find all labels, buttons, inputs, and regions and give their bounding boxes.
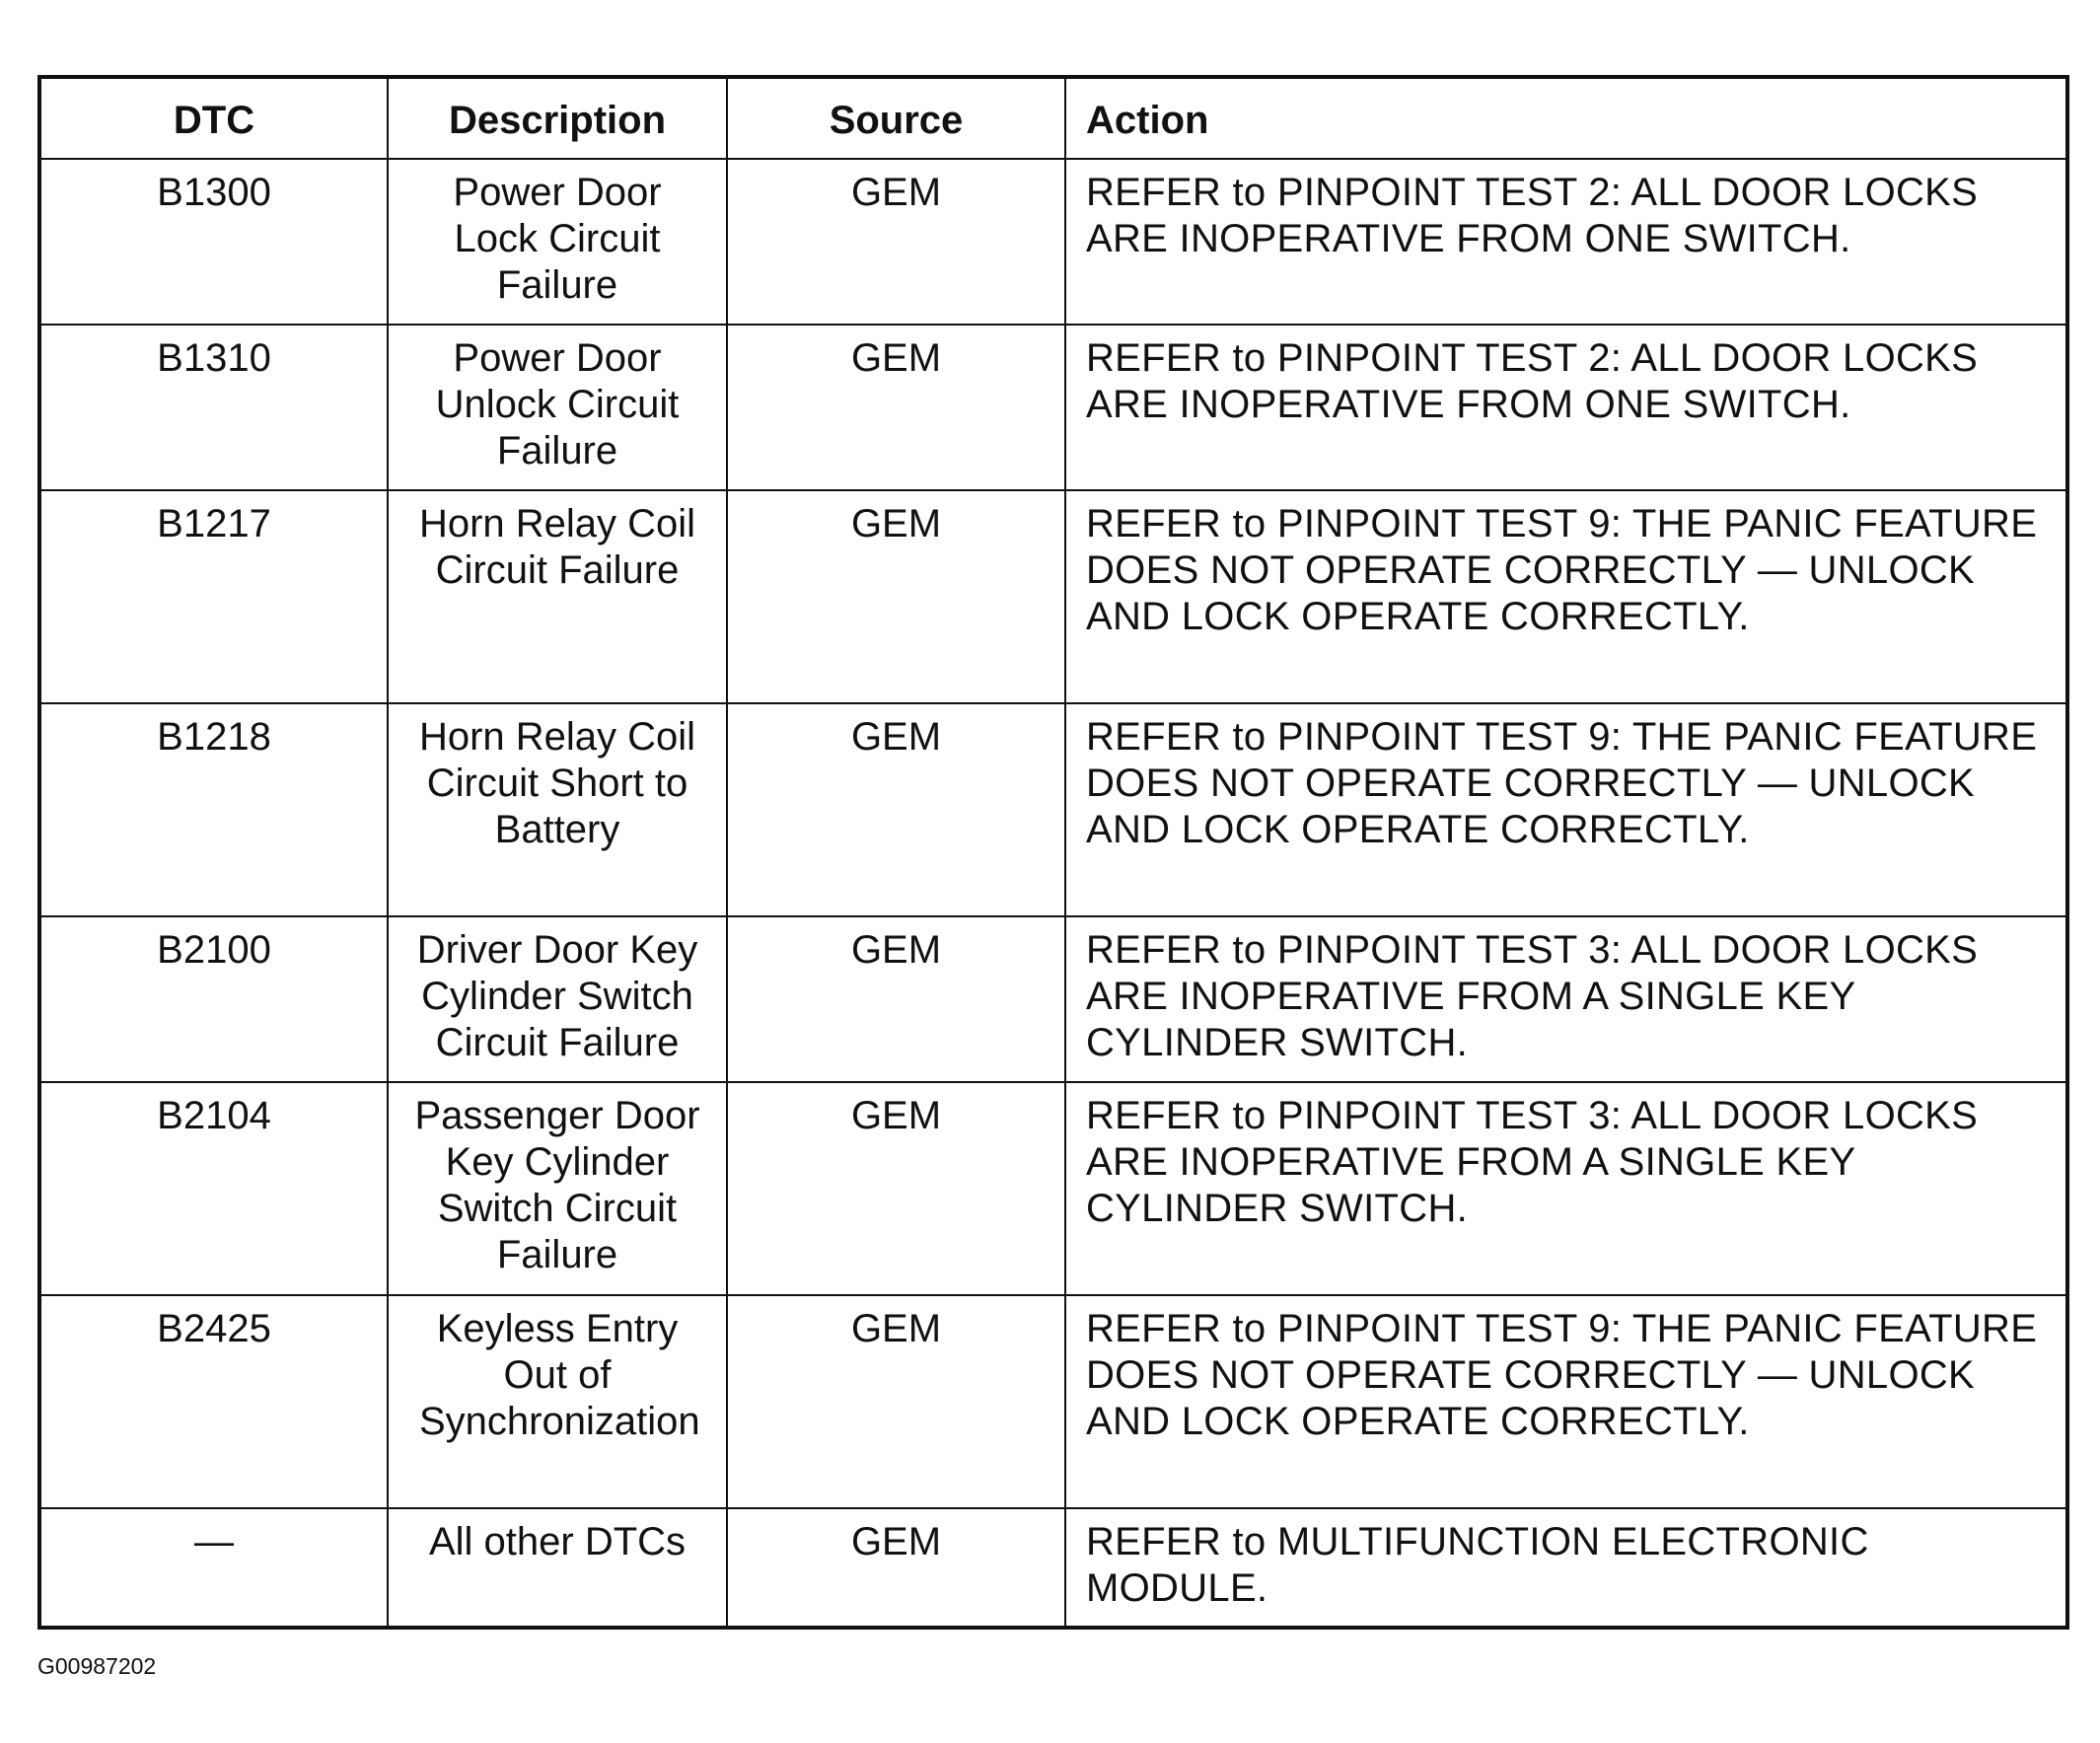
table-row bbox=[41, 916, 2065, 1082]
action-cell: REFER to MULTIFUNCTION ELECTRONIC MODULE. bbox=[1065, 1508, 2065, 1626]
description-text: Horn Relay Coil Circuit Short to Battery bbox=[418, 715, 696, 851]
header-action: Action bbox=[1065, 79, 2065, 159]
table-row bbox=[41, 325, 2065, 490]
table-row bbox=[41, 159, 2065, 325]
description-text: Driver Door Key Cylinder Switch Circuit Failure bbox=[416, 928, 698, 1064]
source-cell: GEM bbox=[727, 1295, 1065, 1508]
dtc-cell: B1218 bbox=[41, 703, 388, 916]
table-row bbox=[41, 703, 2065, 916]
dtc-cell: B2425 bbox=[41, 1295, 388, 1508]
dtc-table bbox=[41, 79, 2065, 1626]
action-cell: REFER to PINPOINT TEST 3: ALL DOOR LOCKS ARE INOPERATIVE FROM A SINGLE KEY CYLINDER SWITCH. bbox=[1065, 916, 2065, 1082]
description-text: Passenger Door Key Cylinder Switch Circuit Failure bbox=[414, 1094, 700, 1276]
dtc-cell: B1310 bbox=[41, 325, 388, 490]
description-cell bbox=[388, 325, 727, 490]
source-cell: GEM bbox=[727, 1082, 1065, 1295]
description-text: Keyless Entry Out of Synchronization bbox=[419, 1307, 700, 1443]
figure-id: G00987202 bbox=[37, 1653, 157, 1679]
description-cell bbox=[388, 490, 727, 703]
header-source: Source bbox=[727, 79, 1065, 159]
description-cell bbox=[388, 916, 727, 1082]
dtc-cell: B2100 bbox=[41, 916, 388, 1082]
dtc-table-container bbox=[37, 75, 2069, 1630]
description-text: Power Door Lock Circuit Failure bbox=[453, 171, 662, 307]
header-dtc: DTC bbox=[41, 79, 388, 159]
description-text: Horn Relay Coil Circuit Failure bbox=[418, 502, 696, 592]
action-cell: REFER to PINPOINT TEST 9: THE PANIC FEATURE DOES NOT OPERATE CORRECTLY — UNLOCK AND LOCK OPERATE CORRECTLY. bbox=[1065, 1295, 2065, 1508]
action-cell: REFER to PINPOINT TEST 9: THE PANIC FEATURE DOES NOT OPERATE CORRECTLY — UNLOCK AND LOCK OPERATE CORRECTLY. bbox=[1065, 703, 2065, 916]
dtc-cell: — bbox=[41, 1508, 388, 1626]
action-cell: REFER to PINPOINT TEST 2: ALL DOOR LOCKS ARE INOPERATIVE FROM ONE SWITCH. bbox=[1065, 159, 2065, 325]
table-header-row bbox=[41, 79, 2065, 159]
action-cell: REFER to PINPOINT TEST 3: ALL DOOR LOCKS ARE INOPERATIVE FROM A SINGLE KEY CYLINDER SWITCH. bbox=[1065, 1082, 2065, 1295]
source-cell: GEM bbox=[727, 703, 1065, 916]
source-cell: GEM bbox=[727, 159, 1065, 325]
description-cell bbox=[388, 1508, 727, 1626]
description-cell bbox=[388, 159, 727, 325]
description-text: All other DTCs bbox=[428, 1520, 687, 1563]
table-row bbox=[41, 1508, 2065, 1626]
description-cell bbox=[388, 1295, 727, 1508]
table-row bbox=[41, 1082, 2065, 1295]
header-description: Description bbox=[388, 79, 727, 159]
table-row bbox=[41, 490, 2065, 703]
dtc-cell: B1300 bbox=[41, 159, 388, 325]
source-cell: GEM bbox=[727, 1508, 1065, 1626]
description-text: Power Door Unlock Circuit Failure bbox=[435, 336, 680, 472]
source-cell: GEM bbox=[727, 490, 1065, 703]
action-cell: REFER to PINPOINT TEST 2: ALL DOOR LOCKS ARE INOPERATIVE FROM ONE SWITCH. bbox=[1065, 325, 2065, 490]
source-cell: GEM bbox=[727, 916, 1065, 1082]
table-row bbox=[41, 1295, 2065, 1508]
action-cell: REFER to PINPOINT TEST 9: THE PANIC FEATURE DOES NOT OPERATE CORRECTLY — UNLOCK AND LOCK OPERATE CORRECTLY. bbox=[1065, 490, 2065, 703]
dtc-cell: B1217 bbox=[41, 490, 388, 703]
description-cell bbox=[388, 1082, 727, 1295]
source-cell: GEM bbox=[727, 325, 1065, 490]
dtc-cell: B2104 bbox=[41, 1082, 388, 1295]
description-cell bbox=[388, 703, 727, 916]
